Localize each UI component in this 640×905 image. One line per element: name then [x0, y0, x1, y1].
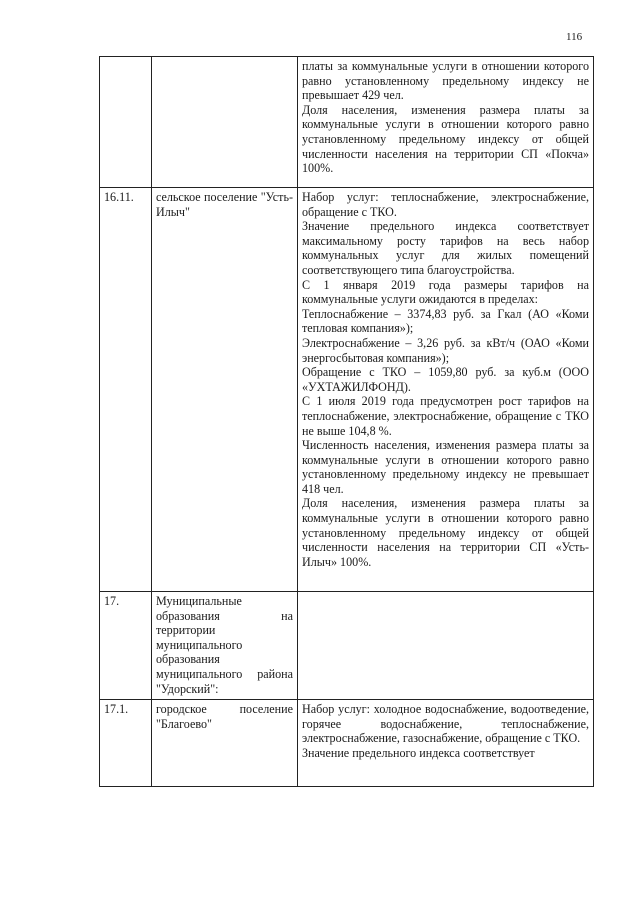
- tariff-table: [99, 56, 594, 787]
- municipality-name: Муниципальные образования на территории муниципального образования муниципального района "Удорский":: [152, 592, 298, 700]
- table-row: [100, 57, 594, 188]
- row-number: 17.1.: [100, 700, 152, 787]
- row-description: [298, 700, 594, 787]
- description-paragraph: Обращение с ТКО – 1059,80 руб. за куб.м (ООО «УХТАЖИЛФОНД).: [302, 365, 589, 394]
- description-paragraph: Доля населения, изменения размера платы за коммунальные услуги в отношении которого равно установленному предельному индексу от общей численности населения на территории СП «Покча» 100%.: [302, 102, 589, 176]
- description-paragraph: С 1 января 2019 года размеры тарифов на коммунальные услуги ожидаются в пределах:: [302, 277, 589, 307]
- row-number: 16.11.: [100, 188, 152, 592]
- description-paragraph: Набор услуг: теплоснабжение, электроснабжение, обращение с ТКО.: [302, 190, 589, 219]
- description-paragraph: Теплоснабжение – 3374,83 руб. за Гкал (АО «Коми тепловая компания»);: [302, 306, 589, 336]
- description-paragraph: Электроснабжение – 3,26 руб. за кВт/ч (ОАО «Коми энергосбытовая компания»);: [302, 335, 589, 365]
- row-description: [298, 188, 594, 592]
- row-number: [100, 57, 152, 188]
- municipality-name: сельское поселение "Усть-Илыч": [152, 188, 298, 592]
- description-paragraph: Численность населения, изменения размера платы за коммунальные услуги в отношении которого равно установленному предельному индексу не превышает 418 чел.: [302, 438, 589, 496]
- row-description: [298, 592, 594, 700]
- description-paragraph: Значение предельного индекса соответствует максимальному росту тарифов на весь набор коммунальных услуг для жилых помещений соответствующего типа благоустройства.: [302, 219, 589, 277]
- municipality-name: городское поселение "Благоево": [152, 700, 298, 787]
- table-row: [100, 592, 594, 700]
- table-row: [100, 700, 594, 787]
- description-paragraph: С 1 июля 2019 года предусмотрен рост тарифов на теплоснабжение, электроснабжение, обращение с ТКО не выше 104,8 %.: [302, 394, 589, 438]
- page-number: 116: [566, 31, 583, 43]
- description-paragraph: платы за коммунальные услуги в отношении которого равно установленному предельному индексу не превышает 429 чел.: [302, 59, 589, 103]
- description-paragraph: Доля населения, изменения размера платы за коммунальные услуги в отношении которого равно установленному предельному индексу от общей численности населения на территории СП «Усть-Илыч» 100%.: [302, 496, 589, 569]
- table-row: [100, 188, 594, 592]
- municipality-name: [152, 57, 298, 188]
- description-paragraph: Набор услуг: холодное водоснабжение, водоотведение, горячее водоснабжение, теплоснабжение, электроснабжение, газоснабжение, обращение с ТКО.: [302, 702, 589, 746]
- description-paragraph: Значение предельного индекса соответствует: [302, 745, 535, 760]
- row-description: [298, 57, 594, 188]
- row-number: 17.: [100, 592, 152, 700]
